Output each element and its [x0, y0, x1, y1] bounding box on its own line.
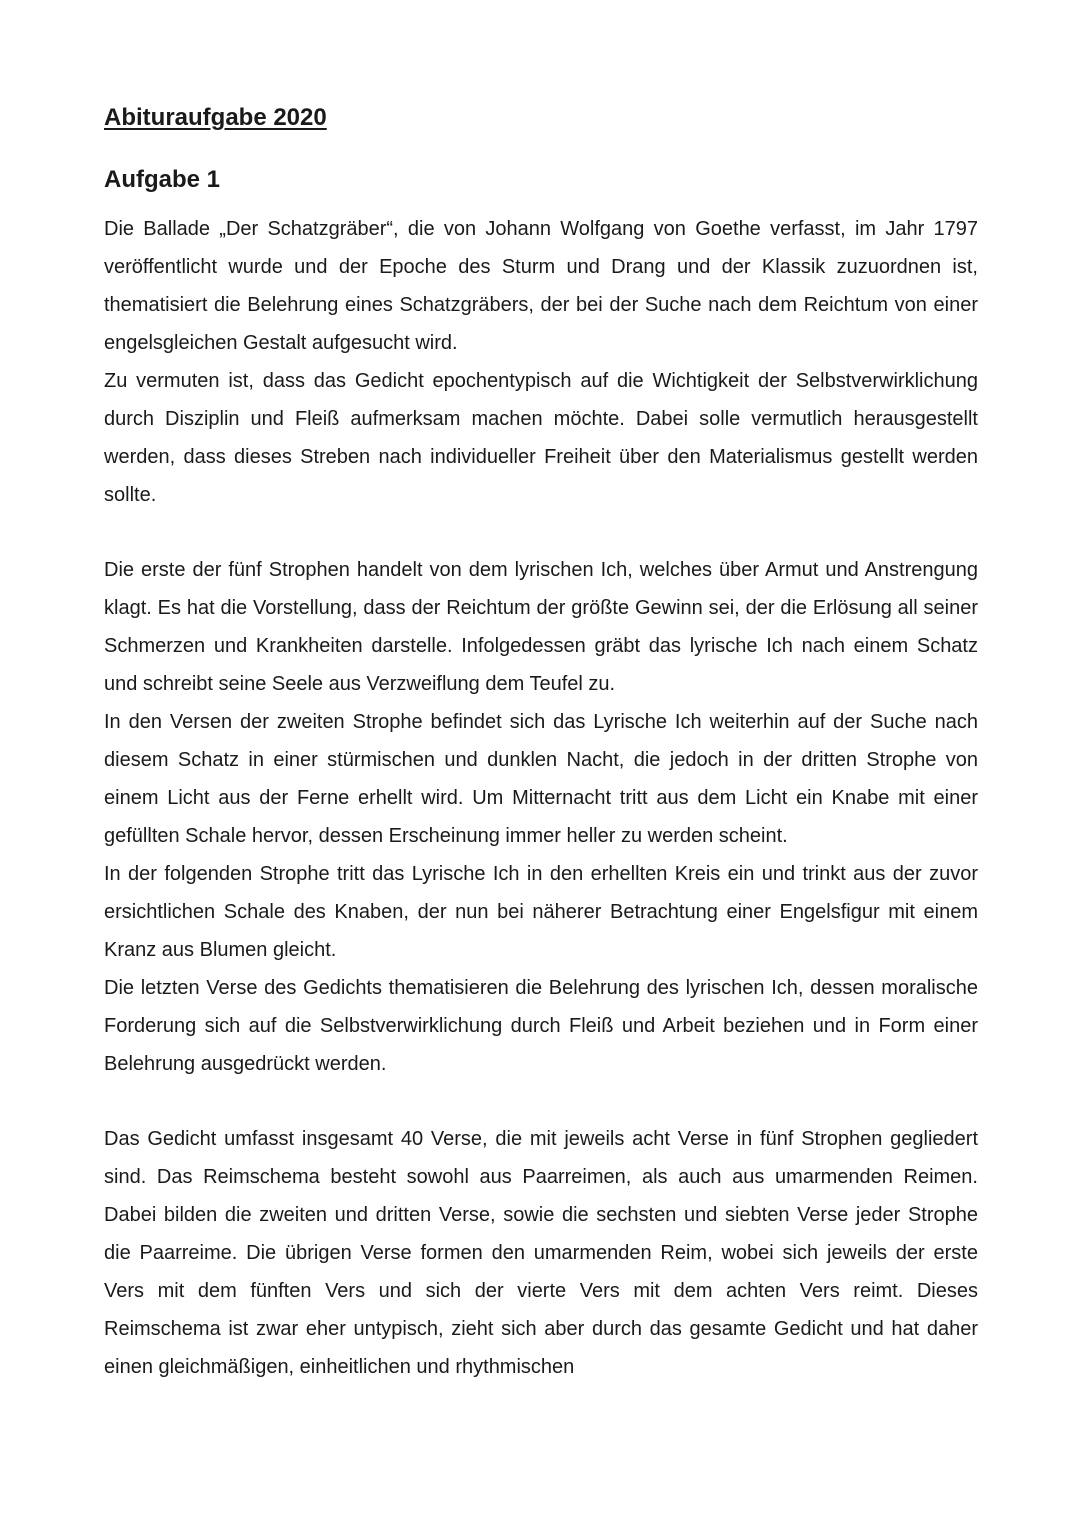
- paragraph-gap: [104, 514, 978, 551]
- section-heading: Aufgabe 1: [104, 166, 221, 193]
- paragraph-stanza-2-3: In den Versen der zweiten Strophe befindet sich das Lyrische Ich weiterhin auf der Suche nach diesem Schatz in einer stürmischen und dunklen Nacht, die jedoch in der dritten Strophe von einem Licht aus der Ferne erhellt wird. Um Mitternacht tritt aus dem Licht ein Knabe mit einer gefüllten Schale hervor, dessen Erscheinung immer heller zu werden scheint.: [104, 711, 978, 847]
- document-title: Abituraufgabe 2020: [104, 104, 327, 131]
- document-page: [104, 100, 978, 1386]
- paragraph-stanza-1: Die erste der fünf Strophen handelt von dem lyrischen Ich, welches über Armut und Anstrengung klagt. Es hat die Vorstellung, dass der Reichtum der größte Gewinn sei, der die Erlösung all seiner Schmerzen und Krankheiten darstelle. Infolgedessen gräbt das lyrische Ich nach einem Schatz und schreibt seine Seele aus Verzweiflung dem Teufel zu.: [104, 559, 978, 695]
- document-body: [104, 210, 978, 1386]
- paragraph-stanza-4: In der folgenden Strophe tritt das Lyrische Ich in den erhellten Kreis ein und trinkt aus der zuvor ersichtlichen Schale des Knaben, der nun bei näherer Betrachtung einer Engelsfigur mit einem Kranz aus Blumen gleicht.: [104, 863, 978, 961]
- paragraph-gap: [104, 1083, 978, 1120]
- paragraph-hypothesis: Zu vermuten ist, dass das Gedicht epochentypisch auf die Wichtigkeit der Selbstverwirklichung durch Disziplin und Fleiß aufmerksam machen möchte. Dabei solle vermutlich herausgestellt werden, dass dieses Streben nach individueller Freiheit über den Materialismus gestellt werden sollte.: [104, 370, 978, 506]
- paragraph-stanza-5: Die letzten Verse des Gedichts thematisieren die Belehrung des lyrischen Ich, dessen moralische Forderung sich auf die Selbstverwirklichung durch Fleiß und Arbeit beziehen und in Form einer Belehrung ausgedrückt werden.: [104, 977, 978, 1075]
- paragraph-intro: Die Ballade „Der Schatzgräber“, die von Johann Wolfgang von Goethe verfasst, im Jahr 1797 veröffentlicht wurde und der Epoche des Sturm und Drang und der Klassik zuzuordnen ist, thematisiert die Belehrung eines Schatzgräbers, der bei der Suche nach dem Reichtum von einer engelsgleichen Gestalt aufgesucht wird.: [104, 218, 978, 354]
- paragraph-form-analysis: Das Gedicht umfasst insgesamt 40 Verse, die mit jeweils acht Verse in fünf Strophen gegliedert sind. Das Reimschema besteht sowohl aus Paarreimen, als auch aus umarmenden Reimen. Dabei bilden die zweiten und dritten Verse, sowie die sechsten und siebten Verse jeder Strophe die Paarreime. Die übrigen Verse formen den umarmenden Reim, wobei sich jeweils der erste Vers mit dem fünften Vers und sich der vierte Vers mit dem achten Vers reimt. Dieses Reimschema ist zwar eher untypisch, zieht sich aber durch das gesamte Gedicht und hat daher einen gleichmäßigen, einheitlichen und rhythmischen: [104, 1128, 978, 1378]
